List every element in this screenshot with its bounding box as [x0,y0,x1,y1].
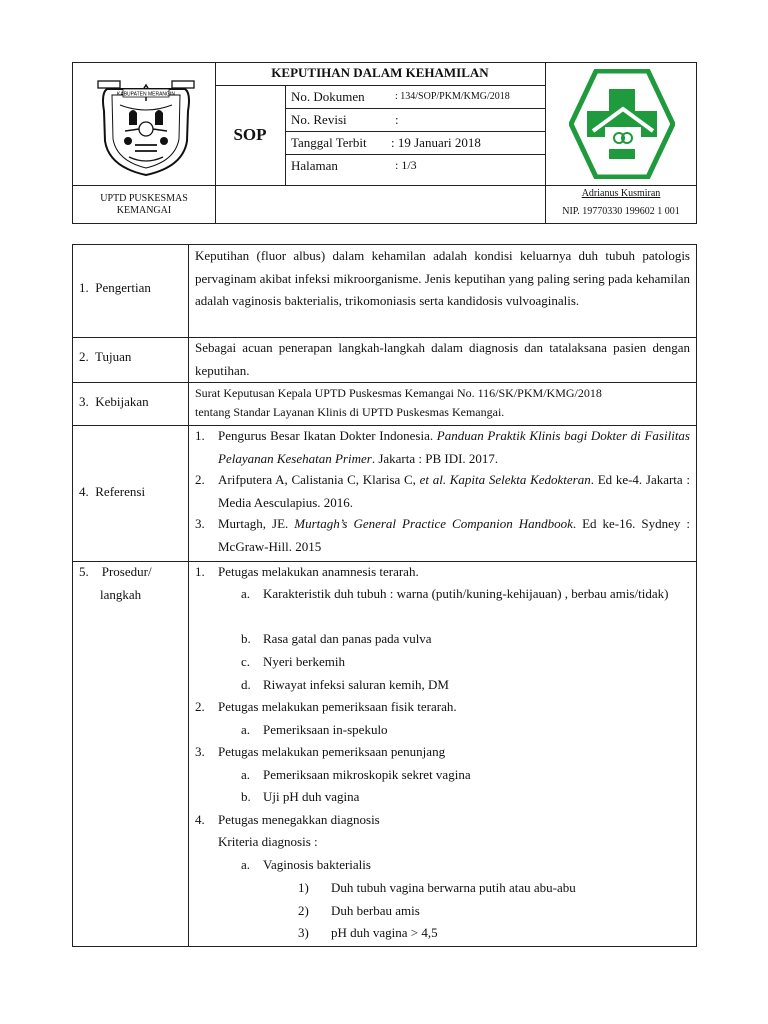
substep-text: Karakteristik duh tubuh : warna (putih/kuning-kehijauan) , berbau amis/tidak) [263,586,669,601]
divider [73,382,697,383]
reference-text: . Ed ke-4. Jakarta : Media Aesculapius. 2016. [218,472,691,510]
criterion-text: pH duh vagina > 4,5 [331,925,438,940]
reference-title: Panduan Praktik Klinis bagi Dokter di Fasilitas Pelayanan Kesehatan Primer [218,428,690,466]
row-number: 2. [79,349,89,364]
substep-text: Nyeri berkemih [263,654,345,669]
kebijakan-line-1: Surat Keputusan Kepala UPTD Puskesmas Kemangai No. 116/SK/PKM/KMG/2018 [195,386,602,400]
step-number: 3. [195,744,205,759]
step-text: Petugas melakukan pemeriksaan fisik terarah. [218,699,457,714]
substep-text: Pemeriksaan in-spekulo [263,722,388,737]
substep-text: Uji pH duh vagina [263,789,360,804]
field-value-no-dokumen: : 134/SOP/PKM/KMG/2018 [395,91,510,102]
row-label-pengertian [79,277,151,300]
signer-nip: NIP. 19770330 199602 1 001 [562,206,680,217]
criterion-text: Duh tubuh vagina berwarna putih atau abu-abu [331,880,576,895]
sop-content-table [72,244,697,947]
step-text: Petugas menegakkan diagnosis [218,812,380,827]
substep-letter: a. [241,722,251,737]
substep-letter: b. [241,631,251,646]
organization-line-2: KEMANGAI [116,205,172,216]
step-number: 4. [195,812,205,827]
field-label-no-dokumen: No. Dokumen [291,89,365,104]
field-label-tanggal-terbit: Tanggal Terbit [291,135,367,150]
reference-title: Murtagh’s General Practice Companion Handbook [294,516,573,531]
row-number: 3. [79,394,89,409]
row-label-text: Pengertian [95,280,151,295]
kebijakan-text [195,384,690,422]
header-table [72,62,697,224]
field-value-halaman: : 1/3 [395,158,417,172]
row-label-prosedur [79,561,152,584]
ref-number: 2. [195,472,205,487]
substep-text: Rasa gatal dan panas pada vulva [263,631,432,646]
reference-text: . Ed ke-16. Sydney : McGraw-Hill. 2015 [218,516,690,554]
organization-name [73,193,215,217]
divider [285,85,286,185]
row-label-prosedur-line-2: langkah [100,587,142,602]
substep-text: Riwayat infeksi saluran kemih, DM [263,677,449,692]
tujuan-text: Sebagai acuan penerapan langkah-langkah dalam diagnosis dan tatalaksana pasien dengan keputihan. [195,340,690,378]
row-label-tujuan [79,346,131,369]
row-label-text: Prosedur/ [101,564,152,579]
row-number: 4. [79,484,89,499]
substep-letter: b. [241,789,251,804]
field-label-halaman: Halaman [291,158,338,173]
organization-line-1: UPTD PUSKESMAS [100,193,188,204]
row-label-text: Kebijakan [95,394,149,409]
criterion-text: Duh berbau amis [331,903,420,918]
row-label-text: Tujuan [95,349,132,364]
substep-letter: c. [241,654,251,669]
substep-letter: a. [241,857,251,872]
criterion-number: 3) [298,925,309,940]
criterion-number: 1) [298,880,309,895]
row-label-kebijakan [79,391,149,414]
divider [73,185,697,186]
step-number: 2. [195,699,205,714]
step-number: 1. [195,564,205,579]
sop-label: SOP [233,125,267,144]
row-label-referensi [79,481,145,504]
ref-number: 1. [195,428,205,443]
row-number: 1. [79,280,89,295]
puskesmas-logo [569,69,675,179]
reference-item [218,469,690,514]
signer-name: Adrianus Kusmiran [581,188,661,199]
reference-text: Pengurus Besar Ikatan Dokter Indonesia. [218,428,437,443]
substep-text: Pemeriksaan mikroskopik sekret vagina [263,767,471,782]
substep-text: Vaginosis bakterialis [263,857,371,872]
substep-letter: a. [241,767,251,782]
substep-letter: d. [241,677,251,692]
step-text: Petugas melakukan pemeriksaan penunjang [218,744,446,759]
kebijakan-line-2: tentang Standar Layanan Klinis di UPTD Puskesmas Kemangai. [195,405,505,419]
reference-text: . Jakarta : PB IDI. 2017. [371,450,499,466]
criteria-heading: Kriteria diagnosis : [218,834,318,849]
reference-item [218,425,690,470]
ref-number: 3. [195,516,205,531]
row-number: 5. [79,564,89,579]
reference-text: Arifputera A, Calistania C, Klarisa C, [218,472,420,487]
regency-seal-logo [95,71,197,177]
step-text: Petugas melakukan anamnesis terarah. [218,564,419,579]
reference-item [218,513,690,558]
substep-letter: a. [241,586,251,601]
regency-label: KABUPATEN MERANGIN [117,91,175,98]
field-value-no-revisi: : [395,112,399,127]
document-title: KEPUTIHAN DALAM KEHAMILAN [271,65,489,80]
criterion-number: 2) [298,903,309,918]
reference-title: et al. Kapita Selekta Kedokteran [419,472,591,487]
reference-text: Murtagh, JE. [218,516,295,531]
row-label-text: Referensi [95,484,146,499]
field-label-no-revisi: No. Revisi [291,112,347,127]
divider [188,245,189,947]
pengertian-text: Keputihan (fluor albus) dalam kehamilan adalah kondisi keluarnya duh tubuh patologis pervaginam akibat infeksi mikroorganisme. Jenis keputihan yang paling sering pada kehamilan adalah vaginosis bakterialis, trikomoniasis serta kandidosis vulvoaginalis. [195,248,690,308]
field-value-tanggal-terbit: : 19 Januari 2018 [391,135,481,150]
